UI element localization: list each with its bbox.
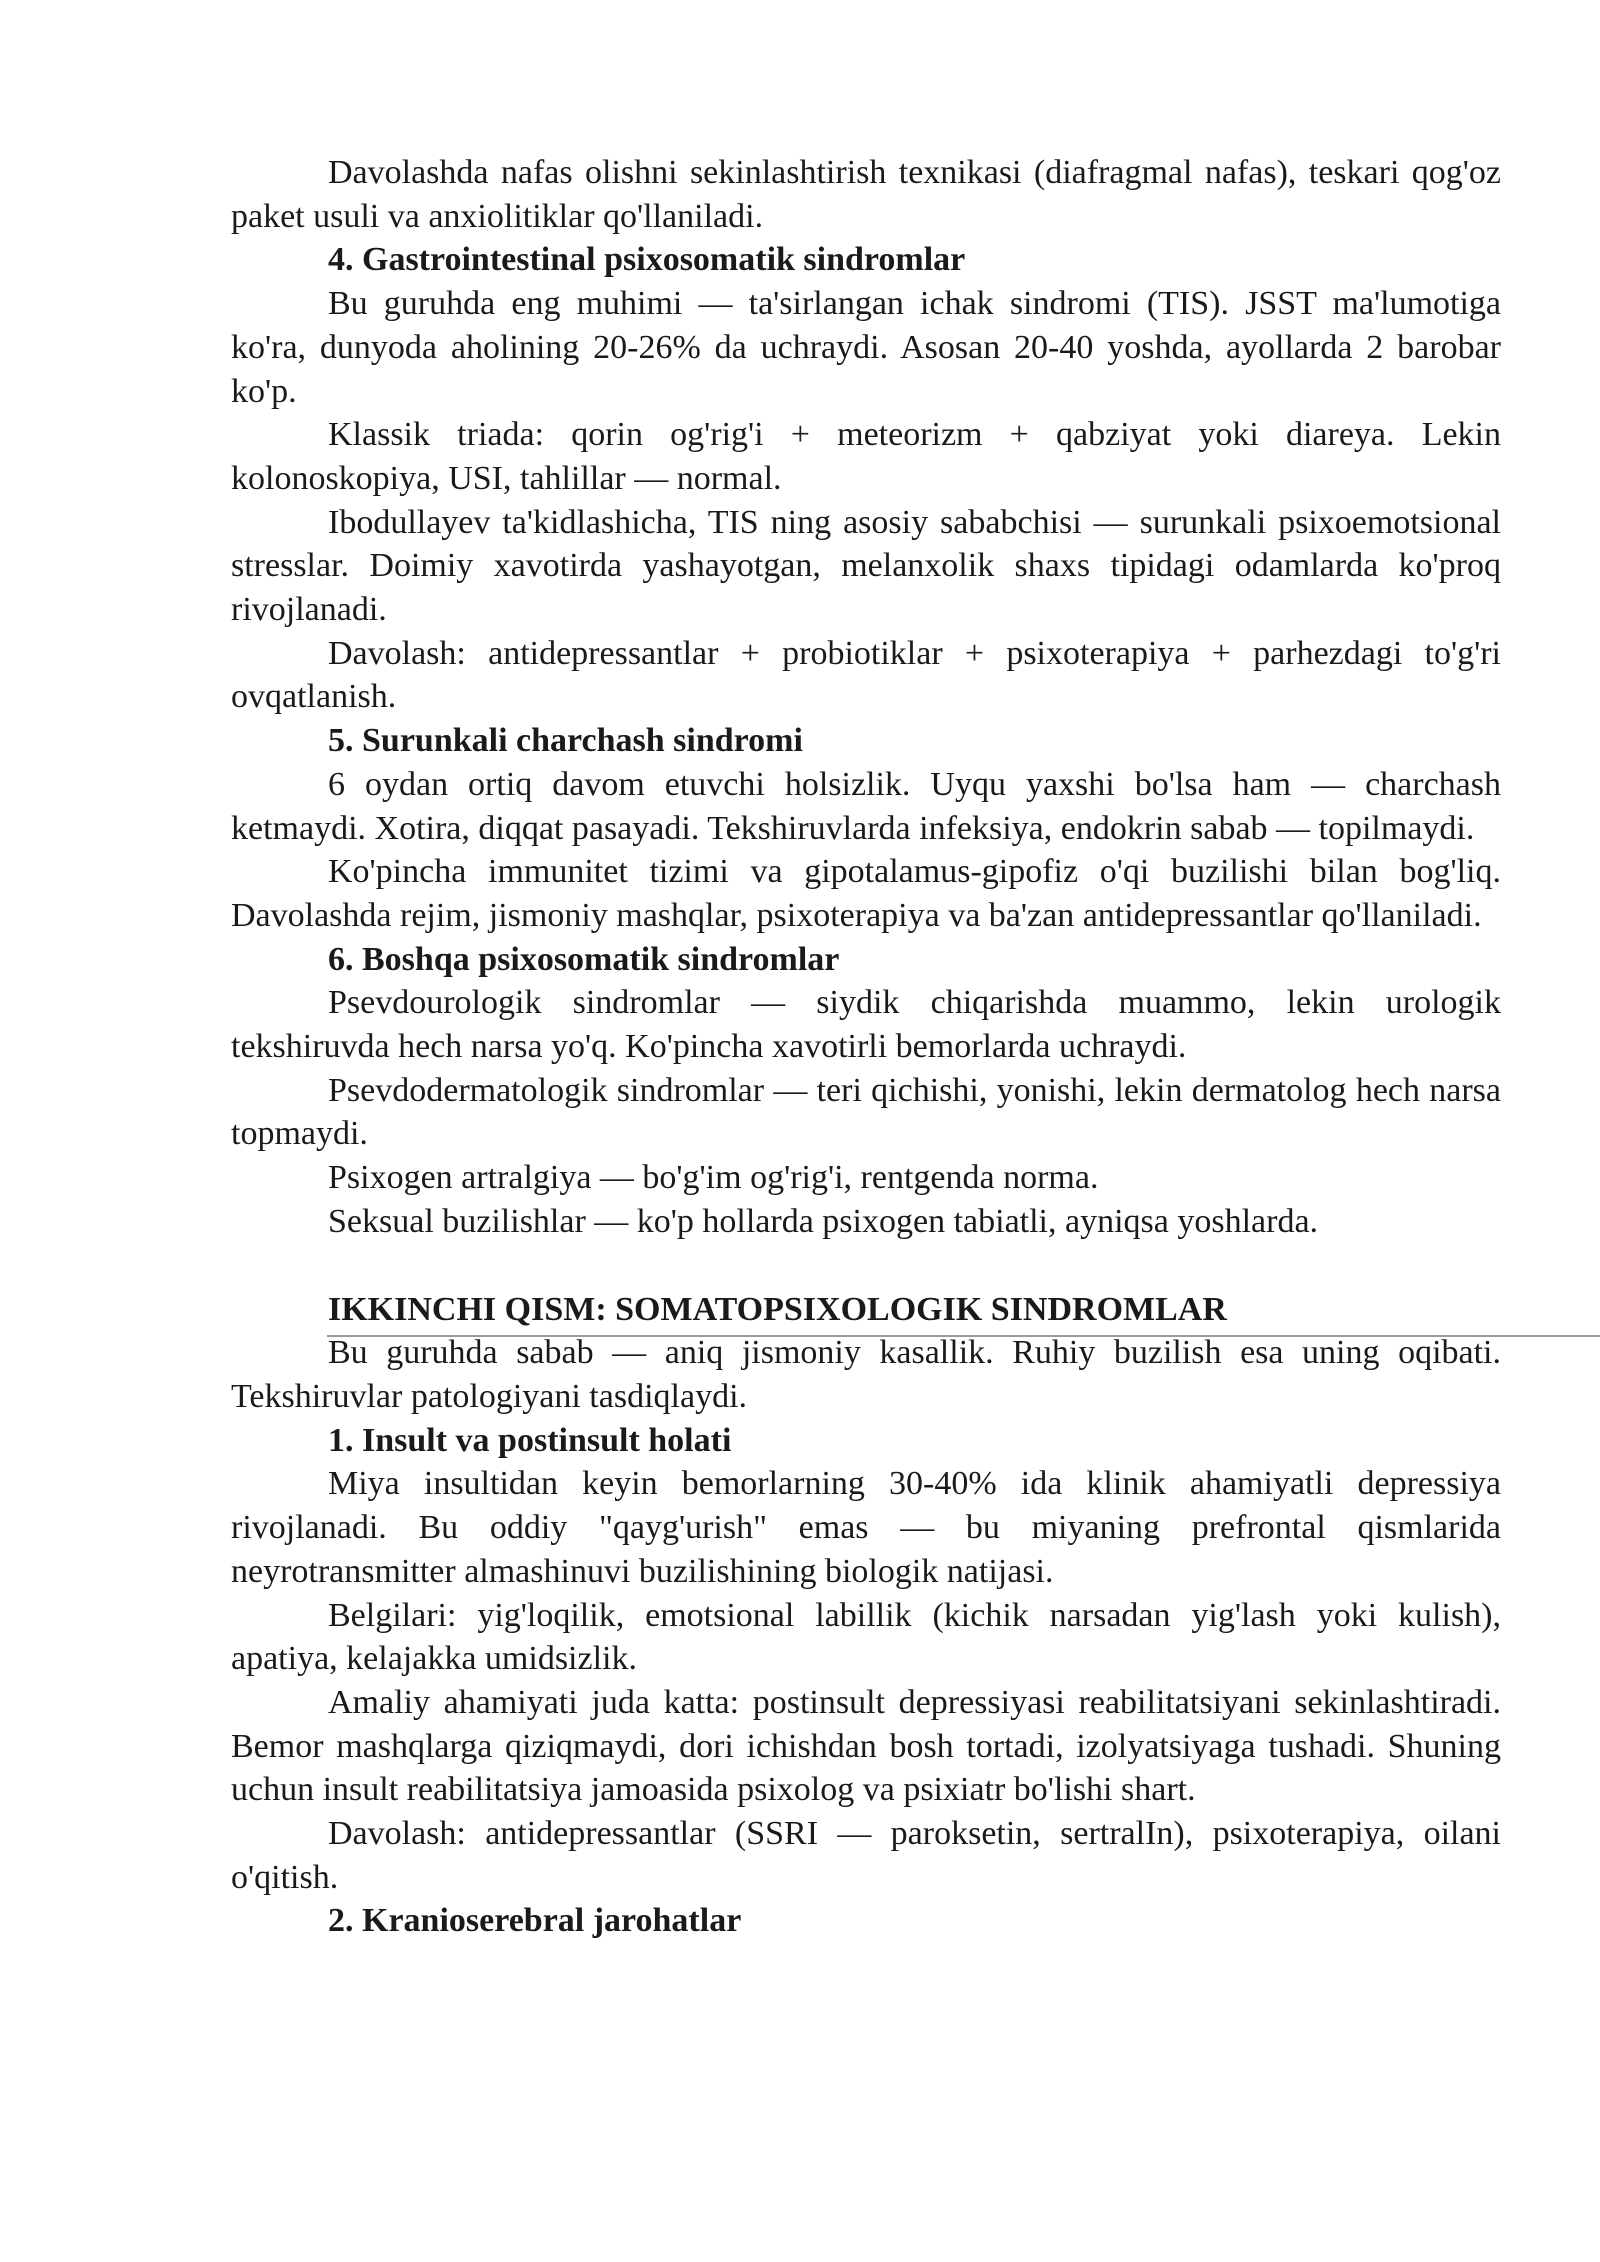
section-psixosomatik <box>231 151 1501 1244</box>
body-paragraph: 6 oydan ortiq davom etuvchi holsizlik. Uyqu yaxshi bo'lsa ham — charchash ketmaydi. Xotira, diqqat pasayadi. Tekshiruvlarda infeksiya, endokrin sabab — topilmaydi. <box>231 765 1501 847</box>
section-heading: 6. Boshqa psixosomatik sindromlar <box>328 940 840 978</box>
body-paragraph: Belgilari: yig'loqilik, emotsional labillik (kichik narsadan yig'lash yoki kulish), apatiya, kelajakka umidsizlik. <box>231 1596 1501 1678</box>
section-heading: 5. Surunkali charchash sindromi <box>328 722 803 760</box>
section-heading: 1. Insult va postinsult holati <box>328 1421 732 1459</box>
body-paragraph: Ko'pincha immunitet tizimi va gipotalamus-gipofiz o'qi buzilishi bilan bog'liq. Davolashda rejim, jismoniy mashqlar, psixoterapiya va ba'zan antidepressantlar qo'llaniladi. <box>231 853 1501 934</box>
section-gap <box>231 1244 1501 1288</box>
document-page <box>231 151 1501 1943</box>
section-somatopsixologik <box>231 1288 1501 1944</box>
section-heading: 4. Gastrointestinal psixosomatik sindromlar <box>328 241 966 279</box>
body-paragraph: Miya insultidan keyin bemorlarning 30-40% ida klinik ahamiyatli depressiya rivojlanadi. Bu oddiy "qayg'urish" emas — bu miyaning prefrontal qismlarida neyrotransmitter almashinuvi buzilishining biologik natijasi. <box>231 1465 1501 1590</box>
body-paragraph: Davolash: antidepressantlar (SSRI — paroksetin, sertralIn), psixoterapiya, oilani o'qitish. <box>231 1815 1501 1896</box>
body-paragraph: Bu guruhda eng muhimi — ta'sirlangan ichak sindromi (TIS). JSST ma'lumotiga ko'ra, dunyoda aholining 20-26% da uchraydi. Asosan 20-40 yoshda, ayollarda 2 barobar ko'p. <box>231 285 1501 410</box>
body-paragraph: Psixogen artralgiya — bo'g'im og'rig'i, rentgenda norma. <box>328 1159 1099 1197</box>
body-paragraph: Amaliy ahamiyati juda katta: postinsult depressiyasi reabilitatsiyani sekinlashtiradi. Bemor mashqlarga qiziqmaydi, dori ichishdan bosh tortadi, izolyatsiyaga tushadi. Shuning uchun insult reabilitatsiya jamoasida psixolog va psixiatr bo'lishi shart. <box>231 1683 1501 1809</box>
body-paragraph: Seksual buzilishlar — ko'p hollarda psixogen tabiatli, ayniqsa yoshlarda. <box>328 1202 1319 1240</box>
body-paragraph: Davolashda nafas olishni sekinlashtirish texnikasi (diafragmal nafas), teskari qog'oz paket usuli va anxiolitiklar qo'llaniladi. <box>231 154 1501 235</box>
body-paragraph: Ibodullayev ta'kidlashicha, TIS ning asosiy sababchisi — surunkali psixoemotsional stresslar. Doimiy xavotirda yashayotgan, melanxolik shaxs tipidagi odamlarda ko'proq rivojlanadi. <box>231 503 1501 629</box>
body-paragraph: Psevdodermatologik sindromlar — teri qichishi, yonishi, lekin dermatolog hech narsa topmaydi. <box>231 1071 1501 1153</box>
section-heading: IKKINCHI QISM: SOMATOPSIXOLOGIK SINDROMLAR <box>328 1290 1227 1328</box>
horizontal-rule <box>327 1335 1600 1337</box>
body-paragraph: Klassik triada: qorin og'rig'i + meteorizm + qabziyat yoki diareya. Lekin kolonoskopiya, USI, tahlillar — normal. <box>231 416 1501 497</box>
section-heading: 2. Kranioserebral jarohatlar <box>328 1902 742 1940</box>
body-paragraph: Bu guruhda sabab — aniq jismoniy kasallik. Ruhiy buzilish esa uning oqibati. Tekshiruvlar patologiyani tasdiqlaydi. <box>231 1334 1501 1415</box>
body-paragraph: Davolash: antidepressantlar + probiotiklar + psixoterapiya + parhezdagi to'g'ri ovqatlanish. <box>231 634 1501 716</box>
body-paragraph: Psevdourologik sindromlar — siydik chiqarishda muammo, lekin urologik tekshiruvda hech narsa yo'q. Ko'pincha xavotirli bemorlarda uchraydi. <box>231 984 1501 1066</box>
